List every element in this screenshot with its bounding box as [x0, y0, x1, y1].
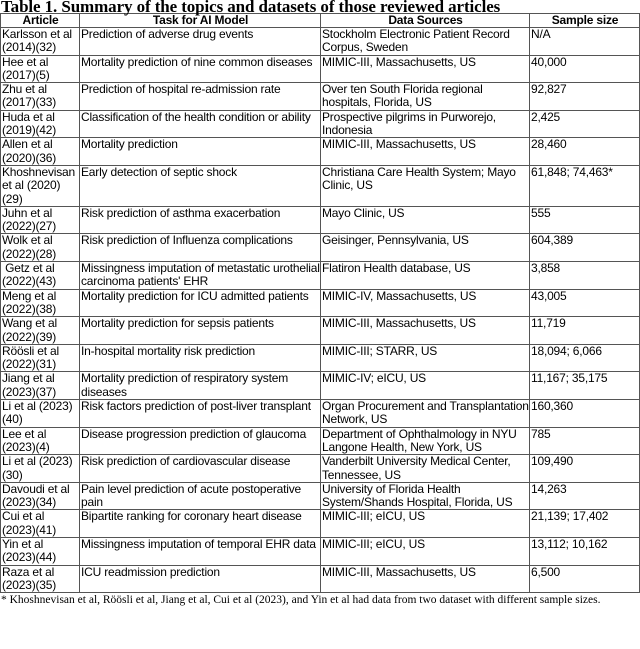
cell-task: Missingness imputation of temporal EHR data — [80, 537, 321, 565]
cell-task: Prediction of hospital re-admission rate — [80, 83, 321, 111]
header-task: Task for AI Model — [80, 14, 321, 28]
cell-article: Karlsson et al (2014)(32) — [1, 28, 80, 56]
cell-article: Jiang et al (2023)(37) — [1, 372, 80, 400]
cell-article: Allen et al (2020)(36) — [1, 138, 80, 166]
cell-data-sources: Mayo Clinic, US — [321, 206, 530, 234]
cell-task: Mortality prediction for sepsis patients — [80, 317, 321, 345]
table-row — [1, 455, 640, 483]
cell-data-sources: MIMIC-III; eICU, US — [321, 537, 530, 565]
cell-sample-size: 604,389 — [530, 234, 640, 262]
table-row — [1, 165, 640, 206]
cell-data-sources: MIMIC-III, Massachusetts, US — [321, 138, 530, 166]
table-row — [1, 262, 640, 290]
table-row — [1, 289, 640, 317]
table-row — [1, 110, 640, 138]
cell-data-sources: Flatiron Health database, US — [321, 262, 530, 290]
cell-task: Mortality prediction of nine common diseases — [80, 55, 321, 83]
header-sample-size: Sample size — [530, 14, 640, 28]
cell-data-sources: Stockholm Electronic Patient Record Corpus, Sweden — [321, 28, 530, 56]
cell-article: Röösli et al (2022)(31) — [1, 344, 80, 372]
table-row — [1, 565, 640, 593]
cell-sample-size: 28,460 — [530, 138, 640, 166]
cell-sample-size: 18,094; 6,066 — [530, 344, 640, 372]
cell-task: Mortality prediction of respiratory system diseases — [80, 372, 321, 400]
cell-data-sources: MIMIC-III, Massachusetts, US — [321, 55, 530, 83]
cell-article: Juhn et al (2022)(27) — [1, 206, 80, 234]
cell-data-sources: MIMIC-IV; eICU, US — [321, 372, 530, 400]
table-row — [1, 372, 640, 400]
cell-sample-size: 40,000 — [530, 55, 640, 83]
cell-article: Meng et al (2022)(38) — [1, 289, 80, 317]
cell-article: Cui et al (2023)(41) — [1, 510, 80, 538]
cell-data-sources: Prospective pilgrims in Purworejo, Indonesia — [321, 110, 530, 138]
cell-sample-size: 6,500 — [530, 565, 640, 593]
cell-article: Huda et al (2019)(42) — [1, 110, 80, 138]
table-row — [1, 28, 640, 56]
cell-sample-size: 3,858 — [530, 262, 640, 290]
table-footnote: * Khoshnevisan et al, Röösli et al, Jiang et al, Cui et al (2023), and Yin et al had data from two dataset with different sample sizes. — [1, 594, 601, 607]
cell-task: Mortality prediction — [80, 138, 321, 166]
cell-task: Prediction of adverse drug events — [80, 28, 321, 56]
cell-task: Risk prediction of asthma exacerbation — [80, 206, 321, 234]
cell-article: Khoshnevisan et al (2020)(29) — [2, 165, 79, 206]
table-title: Table 1. Summary of the topics and datasets of those reviewed articles — [1, 0, 501, 16]
cell-article: Lee et al (2023)(4) — [1, 427, 80, 455]
cell-data-sources: MIMIC-III; STARR, US — [321, 344, 530, 372]
table-row — [1, 344, 640, 372]
cell-article: Yin et al (2023)(44) — [1, 537, 80, 565]
cell-sample-size: 109,490 — [530, 455, 640, 483]
cell-task: Risk factors prediction of post-liver transplant — [80, 400, 321, 428]
cell-task: Missingness imputation of metastatic urothelial carcinoma patients' EHR — [81, 261, 320, 289]
summary-table — [0, 13, 640, 593]
cell-sample-size: 13,112; 10,162 — [530, 537, 640, 565]
cell-task: Disease progression prediction of glaucoma — [80, 427, 321, 455]
cell-article: Zhu et al (2017)(33) — [1, 83, 80, 111]
cell-data-sources: MIMIC-III; eICU, US — [321, 510, 530, 538]
cell-task: Classification of the health condition or ability — [80, 110, 321, 138]
cell-task: In-hospital mortality risk prediction — [80, 344, 321, 372]
cell-data-sources: Over ten South Florida regional hospitals, Florida, US — [321, 83, 530, 111]
table-row — [1, 138, 640, 166]
cell-sample-size: 11,719 — [530, 317, 640, 345]
table-row — [1, 427, 640, 455]
cell-sample-size: 61,848; 74,463* — [530, 165, 640, 206]
cell-article: Davoudi et al (2023)(34) — [1, 482, 80, 510]
cell-data-sources: University of Florida Health System/Shands Hospital, Florida, US — [321, 482, 530, 510]
cell-sample-size: 785 — [530, 427, 640, 455]
cell-sample-size: N/A — [530, 28, 640, 56]
table-row — [1, 510, 640, 538]
cell-data-sources: Christiana Care Health System; Mayo Clinic, US — [321, 165, 530, 206]
cell-sample-size: 160,360 — [530, 400, 640, 428]
cell-article: Hee et al (2017)(5) — [1, 55, 80, 83]
cell-article: Raza et al (2023)(35) — [1, 565, 80, 593]
cell-sample-size: 14,263 — [530, 482, 640, 510]
cell-task: Early detection of septic shock — [80, 165, 321, 206]
cell-data-sources: Geisinger, Pennsylvania, US — [321, 234, 530, 262]
table-body — [1, 28, 640, 593]
cell-sample-size: 2,425 — [530, 110, 640, 138]
cell-data-sources: Vanderbilt University Medical Center, Tennessee, US — [321, 455, 530, 483]
cell-task: Risk prediction of cardiovascular disease — [80, 455, 321, 483]
cell-sample-size: 43,005 — [530, 289, 640, 317]
table-row — [1, 206, 640, 234]
header-article: Article — [1, 14, 80, 28]
table-row — [1, 537, 640, 565]
cell-article: Li et al (2023)(40) — [1, 400, 80, 428]
cell-task: Risk prediction of Influenza complications — [80, 234, 321, 262]
cell-article: Wolk et al (2022)(28) — [1, 234, 80, 262]
cell-data-sources: MIMIC-III, Massachusetts, US — [321, 317, 530, 345]
table-row — [1, 317, 640, 345]
cell-data-sources: Department of Ophthalmology in NYU Langone Health, New York, US — [321, 427, 530, 455]
cell-sample-size: 21,139; 17,402 — [530, 510, 640, 538]
cell-sample-size: 11,167; 35,175 — [530, 372, 640, 400]
cell-data-sources: MIMIC-III, Massachusetts, US — [321, 565, 530, 593]
cell-article: Getz et al (2022)(43) — [1, 262, 80, 290]
cell-sample-size: 92,827 — [530, 83, 640, 111]
cell-task: Mortality prediction for ICU admitted patients — [80, 289, 321, 317]
cell-article: Li et al (2023)(30) — [1, 455, 80, 483]
cell-article: Wang et al (2022)(39) — [1, 317, 80, 345]
table-row — [1, 83, 640, 111]
header-data-sources: Data Sources — [321, 14, 530, 28]
table-row — [1, 482, 640, 510]
cell-data-sources: Organ Procurement and Transplantation Network, US — [322, 399, 529, 427]
table-row — [1, 234, 640, 262]
cell-task: Bipartite ranking for coronary heart disease — [80, 510, 321, 538]
cell-sample-size: 555 — [530, 206, 640, 234]
cell-task: ICU readmission prediction — [80, 565, 321, 593]
cell-data-sources: MIMIC-IV, Massachusetts, US — [321, 289, 530, 317]
table-row — [1, 400, 640, 428]
table-row — [1, 55, 640, 83]
cell-task: Pain level prediction of acute postoperative pain — [80, 482, 321, 510]
